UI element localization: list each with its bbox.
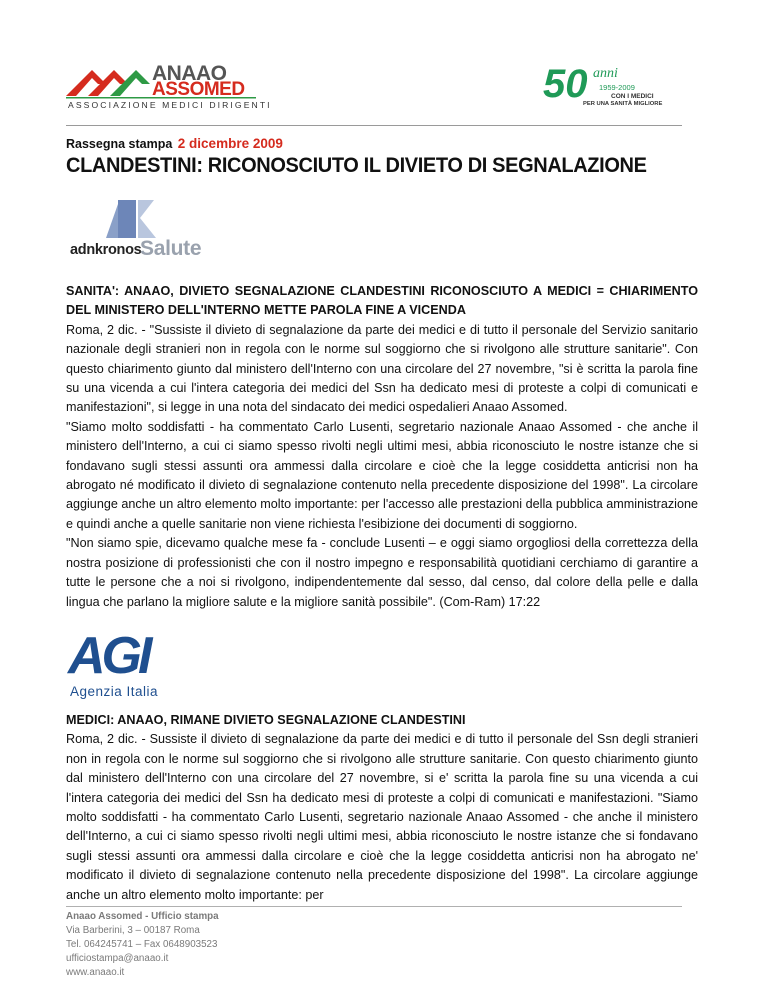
footer-divider xyxy=(66,906,682,907)
article-adnkronos xyxy=(66,282,698,612)
agi-brand: AGI xyxy=(68,627,149,685)
footer-phone: Tel. 064245741 – Fax 0648903523 xyxy=(66,939,218,950)
anniv-line2: PER UNA SANITÀ MIGLIORE xyxy=(583,101,663,107)
adnkronos-logo xyxy=(66,196,228,262)
anniversary-logo xyxy=(543,62,663,114)
header-divider xyxy=(66,125,682,126)
rassegna-label: Rassegna stampa xyxy=(66,137,173,151)
article-paragraph: "Siamo molto soddisfatti - ha commentato Carlo Lusenti, segretario nazionale Anaao Assomed - che anche il ministero dell'Interno, a cui ci siamo spesso rivolti negli ultimi mesi, abbia riconosciuto le nostre istanze che si fondavano sugli stessi assunti ora ammessi dalla circolare e cioè che la legge cosiddetta anticrisi non ha abrogato né modificato il divieto di segnalazione contenuto nella precedente disposizione del 1998". La circolare aggiunge anche un altro elemento molto importante: per l'accesso alle prestazioni della pubblica amministrazione e quindi anche a quelle sanitarie non viene richiesta l'esibizione dei documenti di soggiorno. xyxy=(66,419,698,531)
adnkronos-brand: adnkronos xyxy=(70,242,142,258)
rassegna-line xyxy=(66,136,283,151)
logo-tagline: ASSOCIAZIONE MEDICI DIRIGENTI xyxy=(68,100,272,110)
article-heading: SANITA': ANAAO, DIVIETO SEGNALAZIONE CLANDESTINI RICONOSCIUTO A MEDICI = CHIARIMENTO DEL MINISTERO DELL'INTERNO METTE PAROLA FINE A VICENDA xyxy=(66,284,698,318)
article-paragraph: "Non siamo spie, dicevamo qualche mese fa - conclude Lusenti – e oggi siamo orgogliosi della correttezza della nostra posizione di professionisti che con il nostro impegno e responsabilità quotidiani cerchiamo di garantire a tutte le persone che a noi si rivolgono, indipendentemente dal sesso, dal censo, dal colore della pelle e dalla lingua che parlano la migliore salute e la migliore sanità possibile". (Com-Ram) 17:22 xyxy=(66,536,698,609)
anniv-word: anni xyxy=(593,66,618,81)
rassegna-date: 2 dicembre 2009 xyxy=(177,136,283,151)
footer xyxy=(66,910,219,980)
agi-logo xyxy=(66,627,186,702)
adnkronos-sub: Salute xyxy=(140,237,202,260)
anniv-line1: CON I MEDICI xyxy=(611,93,654,100)
article-paragraph: Roma, 2 dic. - "Sussiste il divieto di segnalazione da parte dei medici e di tutto il personale del Servizio sanitario nazionale degli stranieri non in regola con le norme sul soggiorno che si rivolgono alle strutture sanitarie". Con questo chiarimento giunto dal ministero dell'Interno con una circolare del 27 novembre, "si è scritta la parola fine su una vicenda a cui l'intera categoria dei medici del Ssn ha dedicato mesi di proteste a colpi di comunicati e manifestazioni", si legge in una nota del sindacato dei medici ospedalieri Anaao Assomed. xyxy=(66,322,698,415)
footer-website[interactable]: www.anaao.it xyxy=(66,967,125,978)
page-title: CLANDESTINI: RICONOSCIUTO IL DIVIETO DI SEGNALAZIONE xyxy=(66,153,647,177)
article-heading: MEDICI: ANAAO, RIMANE DIVIETO SEGNALAZIONE CLANDESTINI xyxy=(66,713,466,727)
anaao-assomed-logo xyxy=(66,60,272,112)
footer-office: Anaao Assomed - Ufficio stampa xyxy=(66,911,219,922)
article-agi xyxy=(66,711,698,905)
anniv-years: 1959-2009 xyxy=(599,83,635,92)
footer-address: Via Barberini, 3 – 00187 Roma xyxy=(66,925,200,936)
anniv-number: 50 xyxy=(543,62,588,106)
logo-sub: ASSOMED xyxy=(152,79,245,100)
agi-sub: Agenzia Italia xyxy=(70,684,159,699)
article-paragraph: Roma, 2 dic. - Sussiste il divieto di segnalazione da parte dei medici e di tutto il personale del Ssn degli stranieri non in regola con le norme sul soggiorno che si rivolgono alle strutture sanitarie. Con questo chiarimento giunto dal ministero dell'Interno con una circolare del 27 novembre, si e' scritta la parola fine su una vicenda a cui l'intera categoria dei medici del Ssn ha dedicato mesi di proteste a colpi di comunicati e manifestazioni. "Siamo molto soddisfatti - ha commentato Carlo Lusenti, segretario nazionale Anaao Assomed - che anche il ministero dell'Interno, a cui ci siamo spesso rivolti negli ultimi mesi, abbia riconosciuto le nostre istanze che si fondavano sugli stessi assunti ora ammessi dalla circolare e cioè che la legge cosiddetta anticrisi non ha abrogato ne' modificato il divieto di segnalazione contenuto nella precedente disposizione del 1998". La circolare aggiunge anche un altro elemento molto importante: per xyxy=(66,732,698,902)
logo-name: ANAAO xyxy=(152,62,227,85)
footer-email[interactable]: ufficiostampa@anaao.it xyxy=(66,953,169,964)
